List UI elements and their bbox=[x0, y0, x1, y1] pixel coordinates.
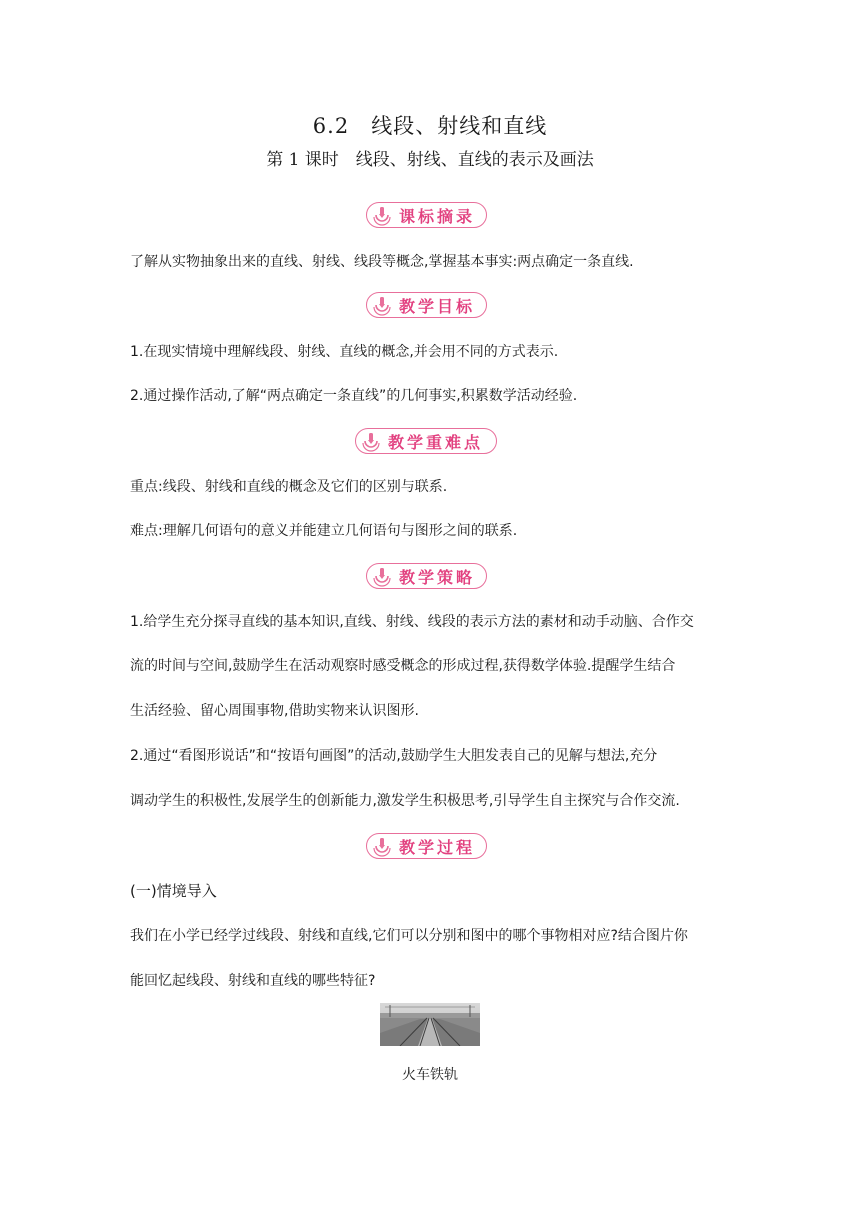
difficulty-text: 难点:理解几何语句的意义并能建立几何语句与图形之间的联系. bbox=[130, 523, 518, 539]
hand-down-icon bbox=[371, 835, 393, 857]
process-intro-line: 我们在小学已经学过线段、射线和直线,它们可以分别和图中的哪个事物相对应?结合图片你 bbox=[130, 928, 688, 944]
process-intro-line: 能回忆起线段、射线和直线的哪些特征? bbox=[130, 973, 376, 989]
process-heading: (一)情境导入 bbox=[130, 882, 217, 900]
hand-down-icon bbox=[371, 294, 393, 316]
section-badge-strategy bbox=[366, 563, 487, 589]
section-label-process: 教学过程 bbox=[399, 837, 476, 857]
hand-down-icon bbox=[371, 204, 393, 226]
strategy-line: 流的时间与空间,鼓励学生在活动观察时感受概念的形成过程,获得数学体验.提醒学生结合 bbox=[130, 658, 676, 674]
section-label-strategy: 教学策略 bbox=[399, 567, 476, 587]
goal-item: 2.通过操作活动,了解“两点确定一条直线”的几何事实,积累数学活动经验. bbox=[130, 388, 578, 404]
section-badge-curriculum bbox=[366, 202, 487, 228]
page-title: 6.2 线段、射线和直线 bbox=[312, 114, 548, 138]
strategy-line: 1.给学生充分探寻直线的基本知识,直线、射线、线段的表示方法的素材和动手动脑、合作交 bbox=[130, 614, 694, 630]
image-caption: 火车铁轨 bbox=[402, 1067, 458, 1083]
hand-down-icon bbox=[360, 430, 382, 452]
section-label-goals: 教学目标 bbox=[399, 296, 476, 316]
section-badge-goals bbox=[366, 292, 487, 318]
strategy-line: 生活经验、留心周围事物,借助实物来认识图形. bbox=[130, 703, 419, 719]
railway-track-image bbox=[380, 1003, 480, 1046]
section-badge-keypoints bbox=[355, 428, 497, 454]
curriculum-text: 了解从实物抽象出来的直线、射线、线段等概念,掌握基本事实:两点确定一条直线. bbox=[130, 254, 634, 270]
section-badge-process bbox=[366, 833, 487, 859]
strategy-line: 2.通过“看图形说话”和“按语句画图”的活动,鼓励学生大胆发表自己的见解与想法,充分 bbox=[130, 748, 658, 764]
goal-item: 1.在现实情境中理解线段、射线、直线的概念,并会用不同的方式表示. bbox=[130, 344, 559, 360]
strategy-line: 调动学生的积极性,发展学生的创新能力,激发学生积极思考,引导学生自主探究与合作交流. bbox=[130, 793, 680, 809]
page-subtitle: 第 1 课时 线段、射线、直线的表示及画法 bbox=[266, 150, 594, 170]
section-label-keypoints: 教学重难点 bbox=[388, 432, 484, 452]
key-point-text: 重点:线段、射线和直线的概念及它们的区别与联系. bbox=[130, 479, 448, 495]
section-label-curriculum: 课标摘录 bbox=[399, 206, 476, 226]
hand-down-icon bbox=[371, 565, 393, 587]
